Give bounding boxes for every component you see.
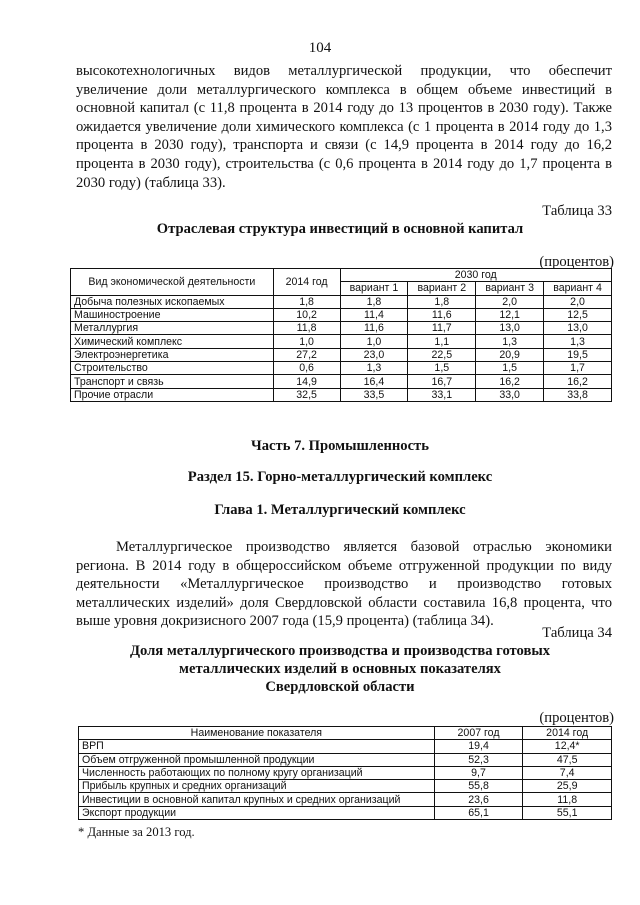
value-cell: 1,3 — [340, 362, 408, 375]
table-row — [71, 295, 612, 308]
section-heading: Раздел 15. Горно-металлургический комплекс — [187, 469, 493, 485]
indicator-name: Экспорт продукции — [79, 806, 435, 819]
value-cell: 19,5 — [544, 348, 612, 361]
indicator-name: Объем отгруженной промышленной продукции — [79, 753, 435, 766]
table-row — [71, 362, 612, 375]
body-paragraph: Металлургическое производство является базовой отраслью экономики региона. В 2014 году в общероссийском объеме отгруженной продукции по виду деятельности «Металлургическое производство и производство готовых металлических изделий» доля Свердловской области составила 16,8 процента, что выше уровня докризисного 2007 года (15,9 процента) (таблица 34). — [76, 539, 612, 630]
value-2007: 55,8 — [434, 780, 523, 793]
value-cell: 27,2 — [273, 348, 340, 361]
table33-label: Таблица 33 — [542, 203, 612, 219]
value-cell: 16,2 — [544, 375, 612, 388]
table34-label: Таблица 34 — [542, 625, 612, 641]
value-cell: 33,0 — [476, 388, 544, 401]
value-cell: 33,8 — [544, 388, 612, 401]
table-row — [79, 740, 612, 753]
value-2014: 12,4* — [523, 740, 612, 753]
value-cell: 33,5 — [340, 388, 408, 401]
value-cell: 10,2 — [273, 308, 340, 321]
value-cell: 1,0 — [340, 335, 408, 348]
table33-header-variant: вариант 2 — [408, 282, 476, 295]
value-cell: 1,0 — [273, 335, 340, 348]
activity-name: Транспорт и связь — [71, 375, 274, 388]
value-2007: 65,1 — [434, 806, 523, 819]
value-cell: 11,4 — [340, 308, 408, 321]
value-cell: 23,0 — [340, 348, 408, 361]
value-2007: 9,7 — [434, 766, 523, 779]
table33-unit: (процентов) — [539, 254, 614, 270]
table34-header-2007: 2007 год — [434, 727, 523, 740]
value-cell: 16,2 — [476, 375, 544, 388]
value-2007: 52,3 — [434, 753, 523, 766]
table-row — [71, 375, 612, 388]
indicator-name: Прибыль крупных и средних организаций — [79, 780, 435, 793]
value-2014: 7,4 — [523, 766, 612, 779]
table34-title-line2: металлических изделий в основных показателях — [179, 661, 501, 677]
value-cell: 1,7 — [544, 362, 612, 375]
value-cell: 16,7 — [408, 375, 476, 388]
table33-header-variant: вариант 4 — [544, 282, 612, 295]
table34-header-indicator: Наименование показателя — [79, 727, 435, 740]
table-row — [71, 308, 612, 321]
indicator-name: Численность работающих по полному кругу организаций — [79, 766, 435, 779]
table-row — [71, 322, 612, 335]
table34-footnote: * Данные за 2013 год. — [78, 825, 195, 839]
value-cell: 32,5 — [273, 388, 340, 401]
activity-name: Машиностроение — [71, 308, 274, 321]
value-cell: 20,9 — [476, 348, 544, 361]
table-row — [71, 388, 612, 401]
table-row — [71, 348, 612, 361]
table-row — [79, 753, 612, 766]
table-row — [79, 793, 612, 806]
activity-name: Химический комплекс — [71, 335, 274, 348]
activity-name: Строительство — [71, 362, 274, 375]
indicator-name: Инвестиции в основной капитал крупных и средних организаций — [79, 793, 435, 806]
table-row — [79, 780, 612, 793]
table33-header-variant: вариант 1 — [340, 282, 408, 295]
table34-header-2014: 2014 год — [523, 727, 612, 740]
value-cell: 16,4 — [340, 375, 408, 388]
value-cell: 33,1 — [408, 388, 476, 401]
table-row — [79, 766, 612, 779]
table33-header-activity: Вид экономической деятельности — [71, 269, 274, 296]
value-cell: 2,0 — [544, 295, 612, 308]
indicator-name: ВРП — [79, 740, 435, 753]
value-cell: 12,5 — [544, 308, 612, 321]
table33-header-2014: 2014 год — [273, 269, 340, 296]
value-cell: 2,0 — [476, 295, 544, 308]
activity-name: Металлургия — [71, 322, 274, 335]
table34-title-line1: Доля металлургического производства и производства готовых — [129, 643, 551, 659]
table34 — [78, 726, 612, 820]
chapter-heading: Глава 1. Металлургический комплекс — [214, 502, 466, 518]
value-cell: 1,1 — [408, 335, 476, 348]
table34-unit: (процентов) — [539, 710, 614, 726]
value-2007: 19,4 — [434, 740, 523, 753]
value-2014: 55,1 — [523, 806, 612, 819]
value-cell: 1,8 — [408, 295, 476, 308]
table33-header-variant: вариант 3 — [476, 282, 544, 295]
table33 — [70, 268, 612, 402]
table33-title: Отраслевая структура инвестиций в основной капитал — [156, 221, 524, 237]
activity-name: Прочие отрасли — [71, 388, 274, 401]
value-cell: 11,6 — [340, 322, 408, 335]
value-cell: 13,0 — [476, 322, 544, 335]
page-number: 104 — [308, 40, 332, 56]
intro-paragraph: высокотехнологичных видов металлургической продукции, что обеспечит увеличение доли металлургического комплекса в общем объеме инвестиций в основной капитал (с 11,8 процента в 2014 году до 13 процентов в 2030 году). Также ожидается увеличение доли химического комплекса (с 1 процента в 2014 году до 1,3 процента в 2030 году), транспорта и связи (с 14,9 процента в 2014 году до 16,2 процента в 2030 году), строительства (с 0,6 процента в 2014 году до 1,7 процента в 2030 году) (таблица 33). — [76, 63, 612, 191]
value-cell: 11,7 — [408, 322, 476, 335]
value-cell: 1,5 — [476, 362, 544, 375]
value-cell: 1,8 — [273, 295, 340, 308]
value-cell: 13,0 — [544, 322, 612, 335]
value-cell: 1,3 — [476, 335, 544, 348]
part-heading: Часть 7. Промышленность — [251, 438, 429, 454]
value-2014: 11,8 — [523, 793, 612, 806]
table-row — [79, 806, 612, 819]
value-2014: 47,5 — [523, 753, 612, 766]
value-cell: 12,1 — [476, 308, 544, 321]
value-cell: 1,3 — [544, 335, 612, 348]
value-cell: 14,9 — [273, 375, 340, 388]
table-row — [71, 335, 612, 348]
value-cell: 11,8 — [273, 322, 340, 335]
value-cell: 1,5 — [408, 362, 476, 375]
value-cell: 0,6 — [273, 362, 340, 375]
activity-name: Добыча полезных ископаемых — [71, 295, 274, 308]
value-cell: 11,6 — [408, 308, 476, 321]
activity-name: Электроэнергетика — [71, 348, 274, 361]
table33-header-2030: 2030 год — [340, 269, 612, 282]
table34-title-line3: Свердловской области — [265, 679, 415, 695]
value-cell: 22,5 — [408, 348, 476, 361]
value-cell: 1,8 — [340, 295, 408, 308]
value-2014: 25,9 — [523, 780, 612, 793]
value-2007: 23,6 — [434, 793, 523, 806]
